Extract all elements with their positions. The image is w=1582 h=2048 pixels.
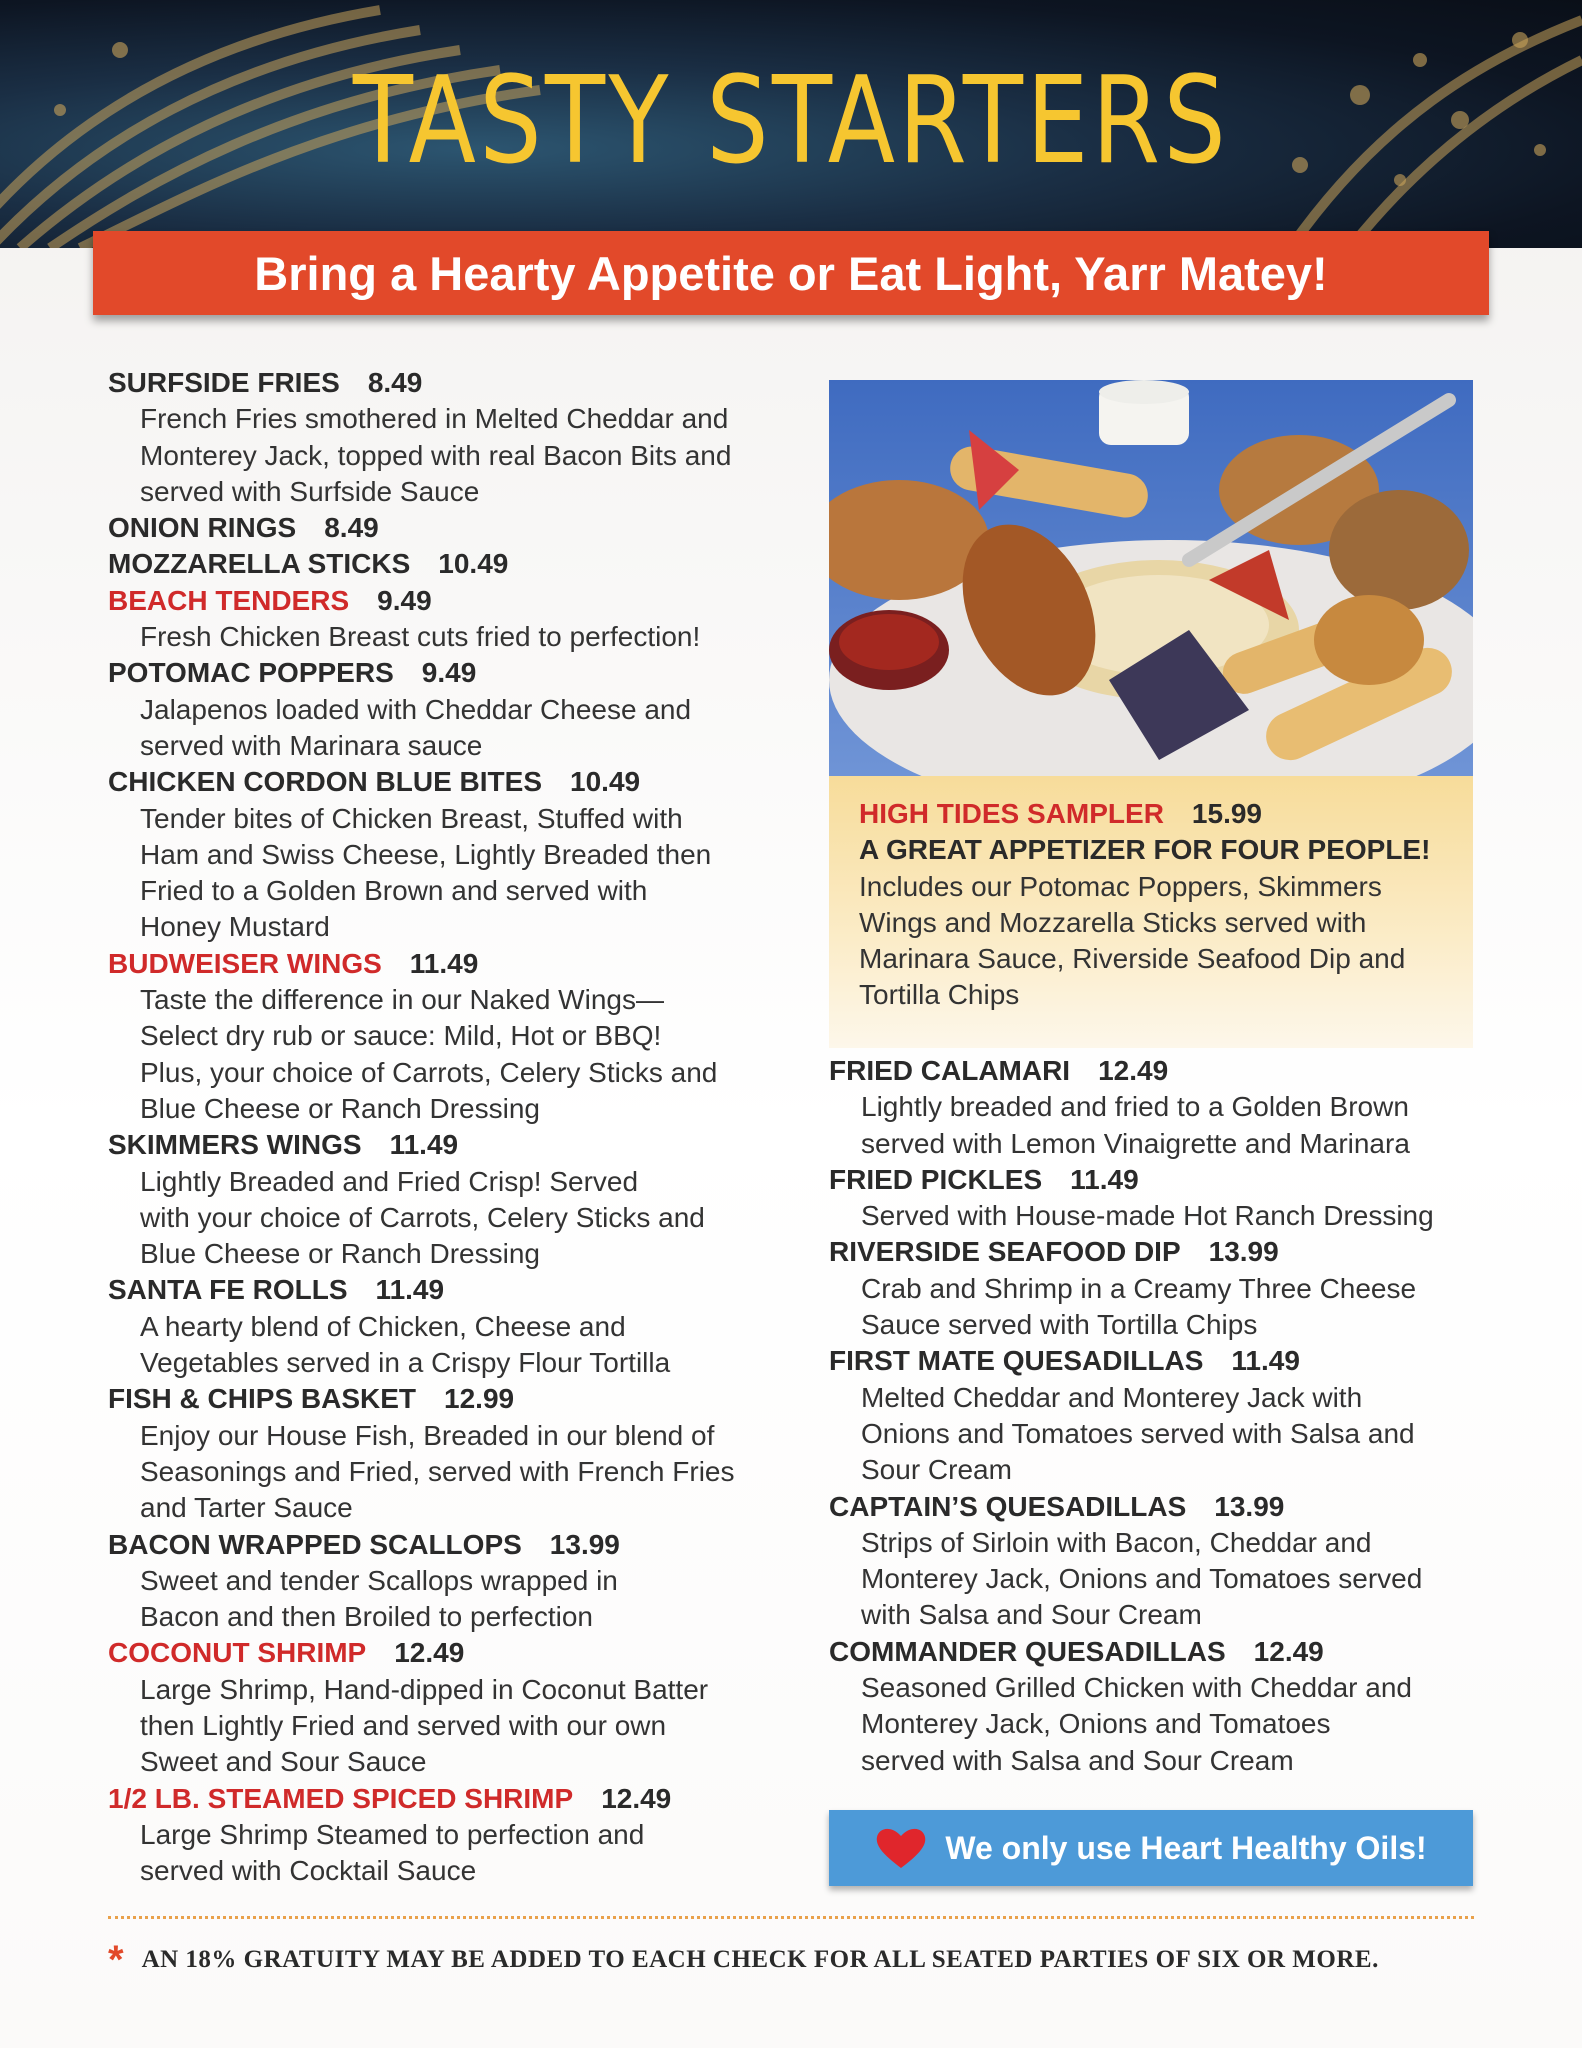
sampler-description — [859, 869, 1443, 1014]
menu-item-heading — [108, 1635, 808, 1671]
menu-item-name: COMMANDER QUESADILLAS — [829, 1635, 1226, 1667]
menu-item-name: FISH & CHIPS BASKET — [108, 1383, 417, 1415]
menu-item-description — [829, 1198, 1489, 1234]
menu-item-name: COCONUT SHRIMP — [108, 1637, 367, 1669]
menu-item-name: MOZZARELLA STICKS — [108, 548, 411, 580]
menu-item-price: 8.49 — [324, 512, 379, 544]
menu-item-description — [108, 982, 808, 1127]
menu-item-desc-line: Tender bites of Chicken Breast, Stuffed with — [140, 802, 683, 834]
gratuity-note — [108, 1940, 1488, 1980]
menu-item-desc-line: served with Lemon Vinaigrette and Marinara — [861, 1127, 1410, 1159]
menu-item-desc-line: Served with House-made Hot Ranch Dressing — [861, 1200, 1434, 1232]
menu-item-desc-line: then Lightly Fried and served with our own — [140, 1709, 667, 1741]
menu-item-price: 11.49 — [389, 1129, 459, 1161]
menu-item-name: FIRST MATE QUESADILLAS — [829, 1345, 1204, 1377]
menu-item-desc-line: served with Surfside Sauce — [140, 475, 480, 507]
menu-item — [829, 1489, 1489, 1634]
menu-item — [108, 1781, 808, 1890]
menu-item-desc-line: Large Shrimp, Hand-dipped in Coconut Batter — [140, 1673, 709, 1705]
menu-item-desc-line: Select dry rub or sauce: Mild, Hot or BBQ! — [140, 1020, 662, 1052]
menu-item-desc-line: Monterey Jack, Onions and Tomatoes — [861, 1708, 1331, 1740]
sampler-price: 15.99 — [1191, 798, 1262, 829]
left-menu-column — [108, 365, 808, 1889]
sampler-desc-line: Includes our Potomac Poppers, Skimmers — [859, 870, 1382, 902]
menu-item-heading — [108, 1381, 808, 1417]
menu-item-name: ONION RINGS — [108, 512, 297, 544]
menu-item-desc-line: Strips of Sirloin with Bacon, Cheddar and — [861, 1526, 1372, 1558]
menu-item — [108, 1527, 808, 1636]
menu-item-name: SKIMMERS WINGS — [108, 1129, 362, 1161]
menu-item-description — [829, 1271, 1489, 1344]
menu-item-heading — [108, 946, 808, 982]
menu-item — [829, 1234, 1489, 1343]
menu-item-heading — [829, 1162, 1489, 1198]
menu-item-heading — [108, 365, 808, 401]
menu-item-desc-line: Fried to a Golden Brown and served with — [140, 875, 648, 907]
menu-item-desc-line: and Tarter Sauce — [140, 1492, 353, 1524]
menu-item-name: FRIED PICKLES — [829, 1163, 1043, 1195]
menu-item-description — [108, 692, 808, 765]
menu-item-desc-line: Seasonings and Fried, served with French Fries — [140, 1455, 735, 1487]
menu-item-desc-line: Jalapenos loaded with Cheddar Cheese and — [140, 693, 692, 725]
heart-icon — [875, 1826, 927, 1870]
menu-item-desc-line: Enjoy our House Fish, Breaded in our blend of — [140, 1419, 715, 1451]
menu-item-desc-line: Onions and Tomatoes served with Salsa and — [861, 1417, 1415, 1449]
right-menu-column — [829, 1053, 1489, 1779]
menu-item-price: 8.49 — [367, 367, 423, 398]
menu-item-heading — [829, 1634, 1489, 1670]
menu-item-heading — [108, 764, 808, 800]
menu-item-price: 11.49 — [1070, 1163, 1139, 1195]
menu-item-name: BACON WRAPPED SCALLOPS — [108, 1528, 522, 1560]
menu-item-name: BEACH TENDERS — [108, 584, 350, 616]
menu-item-name: BUDWEISER WINGS — [108, 947, 382, 979]
menu-item-desc-line: Crab and Shrimp in a Creamy Three Cheese — [861, 1272, 1417, 1304]
menu-item-heading — [829, 1234, 1489, 1270]
menu-item-heading — [108, 655, 808, 691]
menu-item-desc-line: served with Marinara sauce — [140, 729, 483, 761]
menu-item-price: 13.99 — [1214, 1490, 1285, 1522]
menu-item-price: 11.49 — [375, 1274, 445, 1306]
menu-item-desc-line: Sauce served with Tortilla Chips — [861, 1309, 1258, 1341]
menu-item-desc-line: Blue Cheese or Ranch Dressing — [140, 1092, 540, 1124]
menu-item-desc-line: Melted Cheddar and Monterey Jack with — [861, 1381, 1363, 1413]
sampler-subtitle: A GREAT APPETIZER FOR FOUR PEOPLE! — [859, 834, 1431, 866]
sampler-desc-line: Wings and Mozzarella Sticks served with — [859, 906, 1367, 938]
heart-healthy-badge — [829, 1810, 1473, 1886]
menu-item-desc-line: Taste the difference in our Naked Wings— — [140, 984, 664, 1016]
menu-item — [108, 546, 808, 582]
sampler-name: HIGH TIDES SAMPLER — [859, 798, 1164, 829]
tagline-banner — [93, 231, 1489, 315]
appetizer-sampler-photo — [829, 380, 1473, 776]
menu-item — [108, 1381, 808, 1526]
menu-item-name: RIVERSIDE SEAFOOD DIP — [829, 1236, 1181, 1268]
menu-item-heading — [108, 1272, 808, 1308]
menu-item-description — [829, 1089, 1489, 1162]
menu-item — [829, 1343, 1489, 1488]
menu-item-heading — [108, 1127, 808, 1163]
menu-item-description — [108, 1563, 808, 1636]
menu-item-heading — [108, 583, 808, 619]
menu-item — [108, 1272, 808, 1381]
menu-item-name: CAPTAIN’S QUESADILLAS — [829, 1490, 1187, 1522]
menu-item-desc-line: Bacon and then Broiled to perfection — [140, 1601, 593, 1633]
menu-item-heading — [108, 510, 808, 546]
page-title: TASTY STARTERS — [352, 52, 1230, 191]
menu-item-price: 10.49 — [570, 766, 641, 798]
menu-item-name: SANTA FE ROLLS — [108, 1274, 348, 1306]
header — [0, 0, 1582, 248]
menu-item-description — [829, 1380, 1489, 1489]
footer-divider — [108, 1916, 1474, 1919]
heart-healthy-text: We only use Heart Healthy Oils! — [945, 1829, 1427, 1866]
tagline-text: Bring a Hearty Appetite or Eat Light, Yarr Matey! — [254, 246, 1328, 300]
menu-item-description — [108, 1164, 808, 1273]
menu-item-description — [108, 1418, 808, 1527]
menu-item-desc-line: Monterey Jack, Onions and Tomatoes served — [861, 1563, 1423, 1595]
menu-item — [108, 365, 808, 510]
gratuity-text: AN 18% GRATUITY MAY BE ADDED TO EACH CHECK FOR ALL SEATED PARTIES OF SIX OR MORE. — [141, 1946, 1379, 1973]
menu-item — [108, 764, 808, 945]
menu-item — [829, 1162, 1489, 1235]
menu-item-price: 12.49 — [601, 1782, 672, 1814]
menu-item-desc-line: served with Cocktail Sauce — [140, 1855, 477, 1887]
menu-item-price: 12.49 — [1253, 1635, 1324, 1667]
menu-item-desc-line: with Salsa and Sour Cream — [861, 1599, 1202, 1631]
menu-item-name: CHICKEN CORDON BLUE BITES — [108, 766, 543, 798]
menu-item-description — [829, 1525, 1489, 1634]
menu-item — [108, 510, 808, 546]
menu-item-description — [108, 801, 808, 946]
menu-item-heading — [829, 1053, 1489, 1089]
menu-item-price: 11.49 — [409, 947, 479, 979]
menu-item-desc-line: Lightly breaded and fried to a Golden Brown — [861, 1091, 1409, 1123]
menu-item-name: SURFSIDE FRIES — [108, 367, 340, 398]
menu-item-desc-line: Sweet and Sour Sauce — [140, 1746, 427, 1778]
menu-item-heading — [829, 1343, 1489, 1379]
menu-item-price: 13.99 — [549, 1528, 620, 1560]
menu-item-desc-line: Blue Cheese or Ranch Dressing — [140, 1238, 540, 1270]
menu-item — [108, 946, 808, 1127]
menu-item-price: 9.49 — [421, 657, 477, 689]
menu-item-description — [108, 401, 808, 510]
sampler-heading — [859, 796, 1443, 832]
menu-item-heading — [108, 1781, 808, 1817]
menu-item-desc-line: French Fries smothered in Melted Cheddar and — [140, 403, 729, 435]
menu-item-price: 12.49 — [1098, 1055, 1169, 1086]
food-plate-illustration — [829, 380, 1473, 776]
menu-item-name: POTOMAC POPPERS — [108, 657, 394, 689]
menu-item-desc-line: served with Salsa and Sour Cream — [861, 1744, 1294, 1776]
menu-item-name: 1/2 LB. STEAMED SPICED SHRIMP — [108, 1782, 574, 1814]
menu-item-description — [108, 619, 808, 655]
menu-item-desc-line: Fresh Chicken Breast cuts fried to perfection! — [140, 621, 701, 653]
menu-item-desc-line: Ham and Swiss Cheese, Lightly Breaded then — [140, 838, 712, 870]
menu-item — [108, 1635, 808, 1780]
menu-item — [108, 583, 808, 656]
menu-item-description — [829, 1670, 1489, 1779]
menu-item-desc-line: Large Shrimp Steamed to perfection and — [140, 1818, 645, 1850]
menu-item-desc-line: Honey Mustard — [140, 911, 330, 943]
sampler-desc-line: Marinara Sauce, Riverside Seafood Dip and — [859, 943, 1406, 975]
menu-item-desc-line: Monterey Jack, topped with real Bacon Bits and — [140, 439, 732, 471]
menu-item — [829, 1053, 1489, 1162]
menu-item-desc-line: Sweet and tender Scallops wrapped in — [140, 1564, 618, 1596]
menu-item-desc-line: Seasoned Grilled Chicken with Cheddar and — [861, 1672, 1412, 1704]
menu-item-price: 12.99 — [444, 1383, 515, 1415]
menu-item — [108, 655, 808, 764]
menu-item-description — [108, 1672, 808, 1781]
sampler-feature-box — [829, 776, 1473, 1048]
menu-item-desc-line: with your choice of Carrots, Celery Sticks and — [140, 1201, 705, 1233]
menu-item-price: 10.49 — [438, 548, 509, 580]
menu-item-description — [108, 1309, 808, 1382]
menu-item — [108, 1127, 808, 1272]
menu-item-heading — [108, 546, 808, 582]
menu-item-price: 12.49 — [394, 1637, 465, 1669]
menu-item-desc-line: Vegetables served in a Crispy Flour Tortilla — [140, 1347, 671, 1379]
menu-item-price: 11.49 — [1231, 1345, 1300, 1377]
menu-item-name: FRIED CALAMARI — [829, 1055, 1071, 1086]
menu-item-heading — [108, 1527, 808, 1563]
menu-item-description — [108, 1817, 808, 1890]
menu-item-desc-line: A hearty blend of Chicken, Cheese and — [140, 1310, 626, 1342]
menu-item — [829, 1634, 1489, 1779]
asterisk-icon: * — [108, 1938, 124, 1982]
menu-item-desc-line: Plus, your choice of Carrots, Celery Sticks and — [140, 1056, 718, 1088]
sampler-desc-line: Tortilla Chips — [859, 979, 1020, 1011]
menu-item-price: 13.99 — [1208, 1236, 1279, 1268]
menu-item-desc-line: Lightly Breaded and Fried Crisp! Served — [140, 1165, 639, 1197]
menu-item-heading — [829, 1489, 1489, 1525]
menu-item-price: 9.49 — [377, 584, 432, 616]
menu-item-desc-line: Sour Cream — [861, 1454, 1012, 1486]
